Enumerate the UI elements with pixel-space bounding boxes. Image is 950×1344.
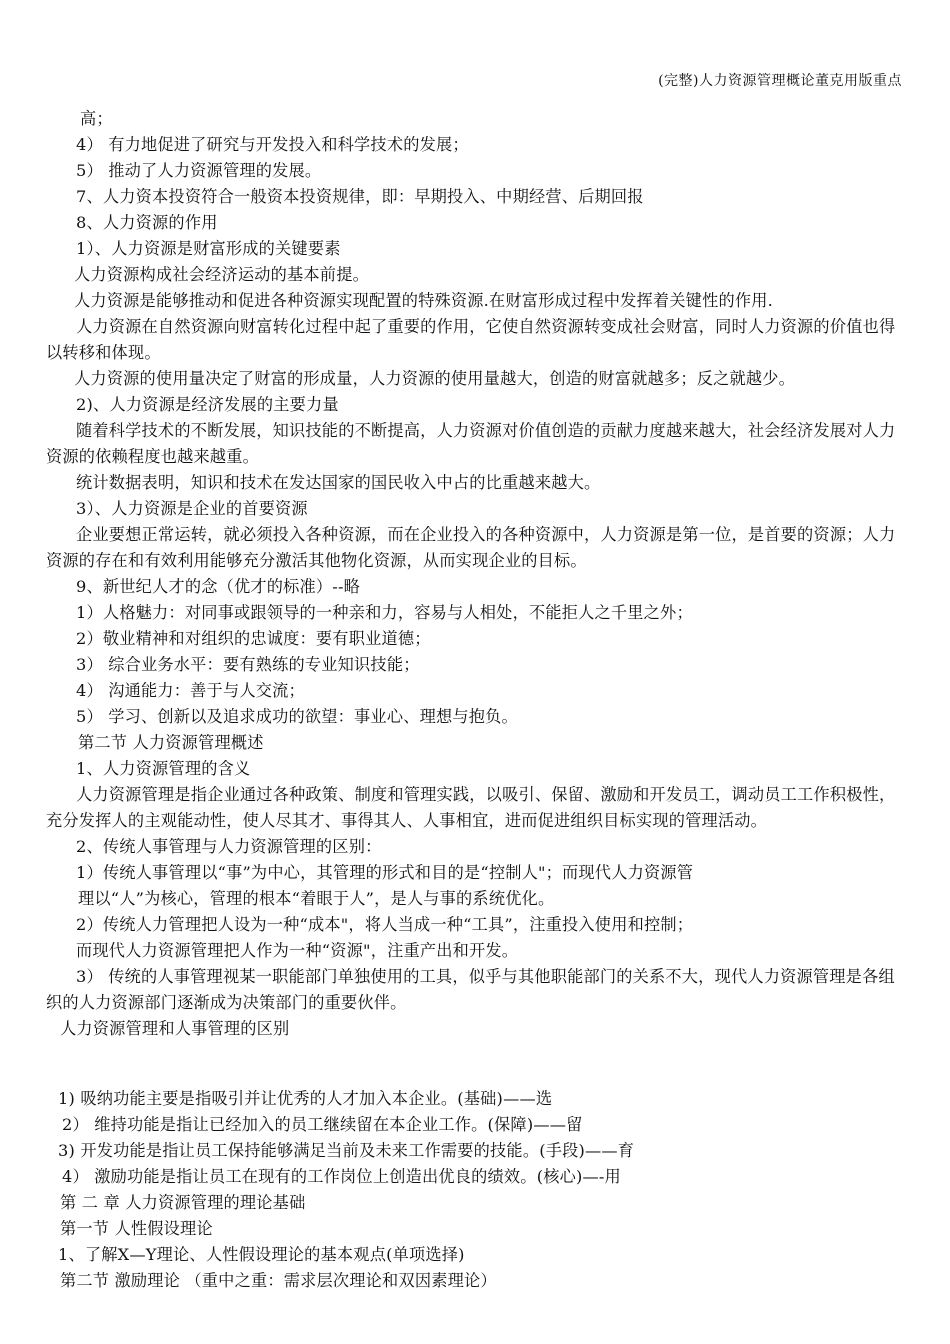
text-line: 随着科学技术的不断发展，知识技能的不断提高，人力资源对价值创造的贡献力度越来越大，社会经济发展对人力资源的依赖程度也越来越重。: [46, 421, 896, 466]
text-line: 3）、人力资源是企业的首要资源: [76, 499, 308, 518]
text-line: 而现代人力资源管理把人作为一种“资源"，注重产出和开发。: [76, 941, 519, 960]
text-line: 4） 有力地促进了研究与开发投入和科学技术的发展；: [76, 135, 469, 154]
text-line: 1、人力资源管理的含义: [76, 759, 251, 778]
text-line: 统计数据表明，知识和技术在发达国家的国民收入中占的比重越来越大。: [76, 473, 601, 492]
text-line: 人力资源管理是指企业通过各种政策、制度和管理实践，以吸引、保留、激励和开发员工，调动员工工作积极性，充分发挥人的主观能动性，使人尽其才、事得其人、人事相宜，进而促进组织目标实现的管理活动。: [46, 785, 896, 830]
text-line: 人力资源是能够推动和促进各种资源实现配置的特殊资源.在财富形成过程中发挥着关键性的作用.: [74, 291, 773, 310]
text-line: 2） 维持功能是指让已经加入的员工继续留在本企业工作。(保障)——留: [62, 1115, 583, 1134]
text-line: 8、人力资源的作用: [76, 213, 218, 232]
text-line: 4） 沟通能力：善于与人交流；: [76, 681, 305, 700]
text-line: 7、人力资本投资符合一般资本投资规律，即：早期投入、中期经营、后期回报: [76, 187, 644, 206]
text-line: 第一节 人性假设理论: [60, 1219, 213, 1238]
text-line: 5） 推动了人力资源管理的发展。: [76, 161, 322, 180]
text-line: 人力资源构成社会经济运动的基本前提。: [74, 265, 369, 284]
page-header-title: (完整)人力资源管理概论董克用版重点: [658, 73, 902, 89]
text-line: 企业要想正常运转，就必须投入各种资源，而在企业投入的各种资源中，人力资源是第一位，是首要的资源；人力资源的存在和有效利用能够充分激活其他物化资源，从而实现企业的目标。: [46, 525, 896, 570]
text-line: 第二节 激励理论 （重中之重：需求层次理论和双因素理论）: [60, 1271, 497, 1290]
text-line: 1) 吸纳功能主要是指吸引并让优秀的人才加入本企业。(基础)——选: [58, 1089, 553, 1108]
text-line: 1、了解X—Y理论、人性假设理论的基本观点(单项选择): [58, 1245, 465, 1264]
text-line: 1）传统人事管理以“事”为中心，其管理的形式和目的是“控制人"；而现代人力资源管: [76, 863, 694, 882]
text-line: 理以“人”为核心，管理的根本“着眼于人”，是人与事的系统优化。: [78, 889, 555, 908]
text-line: 3） 综合业务水平：要有熟练的专业知识技能；: [76, 655, 420, 674]
text-line: 人力资源的使用量决定了财富的形成量，人力资源的使用量越大，创造的财富就越多；反之就越少。: [74, 369, 796, 388]
text-line: 4） 激励功能是指让员工在现有的工作岗位上创造出优良的绩效。(核心)—-用: [62, 1167, 621, 1186]
text-line: 高；: [80, 109, 113, 128]
text-line: 第 二 章 人力资源管理的理论基础: [60, 1193, 306, 1212]
text-line: 1）人格魅力：对同事或跟领导的一种亲和力，容易与人相处，不能拒人之千里之外；: [76, 603, 693, 622]
text-line: 3) 开发功能是指让员工保持能够满足当前及未来工作需要的技能。(手段)——育: [58, 1141, 635, 1160]
blank-spacer: [46, 1042, 908, 1086]
text-line: 3） 传统的人事管理视某一职能部门单独使用的工具，似乎与其他职能部门的关系不大，现代人力资源管理是各组织的人力资源部门逐渐成为决策部门的重要伙伴。: [46, 967, 895, 1012]
text-line: 5） 学习、创新以及追求成功的欲望：事业心、理想与抱负。: [76, 707, 518, 726]
text-line: 2）传统人力管理把人设为一种“成本"，将人当成一种“工具”，注重投入使用和控制；: [76, 915, 694, 934]
text-line: 2）敬业精神和对组织的忠诚度：要有职业道德；: [76, 629, 431, 648]
text-line: 2)、人力资源是经济发展的主要力量: [76, 395, 339, 414]
text-line: 1）、人力资源是财富形成的关键要素: [76, 239, 341, 258]
text-line: 人力资源管理和人事管理的区别: [60, 1019, 290, 1038]
document-body: [46, 106, 908, 1294]
text-line: 9、新世纪人才的念（优才的标准）--略: [76, 577, 361, 596]
text-line: 第二节 人力资源管理概述: [78, 733, 264, 752]
text-line: 人力资源在自然资源向财富转化过程中起了重要的作用，它使自然资源转变成社会财富，同时人力资源的价值也得以转移和体现。: [46, 317, 896, 362]
text-line: 2、传统人事管理与人力资源管理的区别：: [76, 837, 382, 856]
